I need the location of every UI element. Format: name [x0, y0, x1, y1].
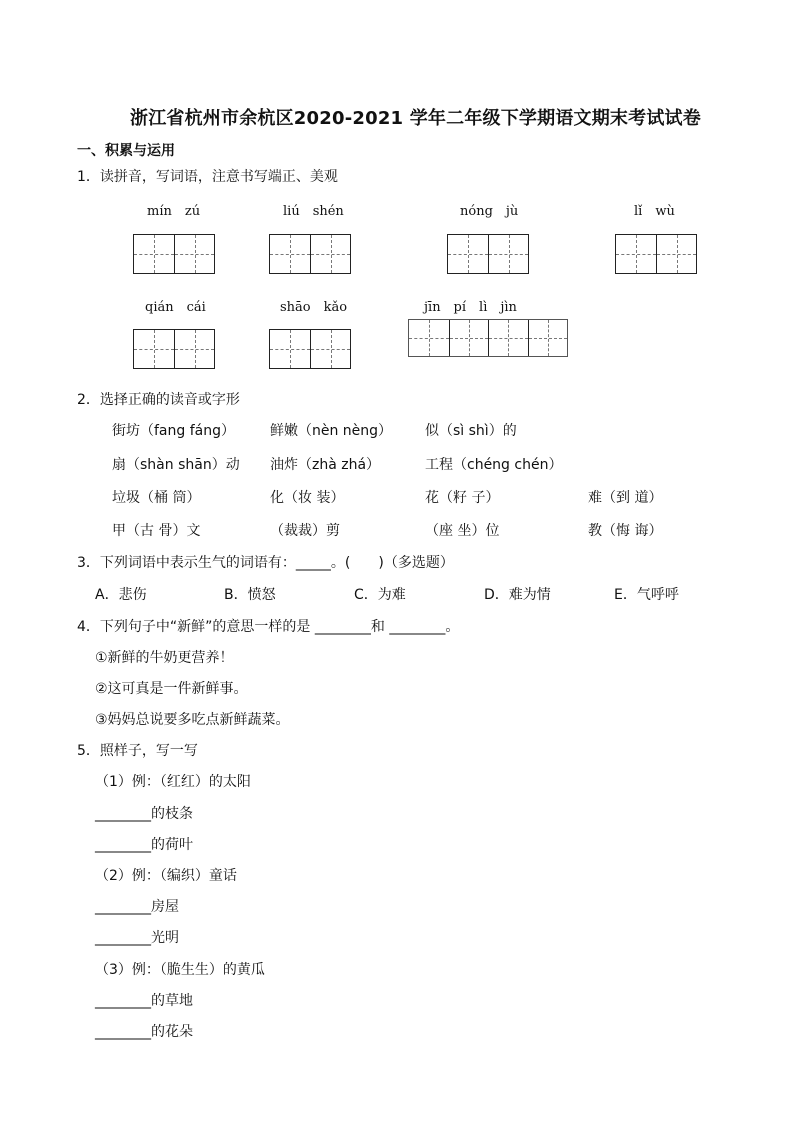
writing-box[interactable] — [408, 319, 568, 357]
choice-item: 甲（古 骨）文 — [112, 523, 201, 539]
answer-line[interactable]: ________的花朵 — [95, 1024, 193, 1040]
writing-box[interactable] — [269, 234, 351, 274]
answer-line[interactable]: ________的草地 — [95, 993, 193, 1009]
writing-box[interactable] — [133, 329, 215, 369]
option-d[interactable]: D．难为情 — [484, 587, 551, 603]
writing-box[interactable] — [269, 329, 351, 369]
pinyin-label: liú shén — [283, 204, 344, 219]
question-4-stem: 4．下列句子中“新鲜”的意思一样的是 ________和 ________。 — [77, 619, 460, 635]
page-title: 浙江省杭州市余杭区2020-2021 学年二年级下学期语文期末考试试卷 — [130, 108, 701, 129]
option-b[interactable]: B．愤怒 — [224, 587, 276, 603]
choice-item: 工程（chéng chén） — [425, 457, 563, 473]
section-heading: 一、积累与运用 — [77, 143, 175, 159]
sentence-item: ②这可真是一件新鲜事。 — [95, 681, 248, 697]
example-line: （1）例：（红红）的太阳 — [95, 774, 251, 790]
option-a[interactable]: A．悲伤 — [95, 587, 147, 603]
choice-item: （座 坐）位 — [425, 523, 500, 539]
pinyin-label: qián cái — [145, 300, 206, 315]
choice-item: 花（籽 子） — [425, 490, 500, 506]
pinyin-label: lǐ wù — [634, 204, 675, 219]
answer-line[interactable]: ________房屋 — [95, 899, 179, 915]
choice-item: 鲜嫩（nèn nèng） — [270, 423, 393, 439]
choice-item: 化（妆 装） — [270, 490, 345, 506]
writing-box[interactable] — [133, 234, 215, 274]
choice-item: 街坊（fang fáng） — [112, 423, 235, 439]
pinyin-label: shāo kǎo — [280, 300, 348, 315]
question-3-stem: 3．下列词语中表示生气的词语有：_____。( )（多选题） — [77, 555, 454, 571]
question-1-stem: 1．读拼音，写词语，注意书写端正、美观 — [77, 169, 338, 185]
choice-item: 扇（shàn shān）动 — [112, 457, 240, 473]
answer-line[interactable]: ________光明 — [95, 930, 179, 946]
option-e[interactable]: E．气呼呼 — [614, 587, 679, 603]
pinyin-label: jīn pí lì jìn — [424, 300, 517, 315]
example-line: （3）例：（脆生生）的黄瓜 — [95, 962, 265, 978]
question-2-stem: 2．选择正确的读音或字形 — [77, 392, 240, 408]
choice-item: （裁裁）剪 — [270, 523, 340, 539]
writing-box[interactable] — [615, 234, 697, 274]
pinyin-label: mín zú — [147, 204, 201, 219]
choice-item: 教（悔 诲） — [588, 523, 663, 539]
option-c[interactable]: C．为难 — [354, 587, 406, 603]
pinyin-label: nóng jù — [460, 204, 519, 219]
sentence-item: ③妈妈总说要多吃点新鲜蔬菜。 — [95, 712, 290, 728]
choice-item: 难（到 道） — [588, 490, 663, 506]
question-5-stem: 5．照样子，写一写 — [77, 743, 198, 759]
choice-item: 似（sì shì）的 — [425, 423, 517, 439]
answer-line[interactable]: ________的荷叶 — [95, 837, 193, 853]
choice-item: 油炸（zhà zhá） — [270, 457, 381, 473]
sentence-item: ①新鲜的牛奶更营养！ — [95, 650, 234, 666]
writing-box[interactable] — [447, 234, 529, 274]
choice-item: 垃圾（桶 筒） — [112, 490, 201, 506]
answer-line[interactable]: ________的枝条 — [95, 806, 193, 822]
example-line: （2）例：（编织）童话 — [95, 868, 237, 884]
